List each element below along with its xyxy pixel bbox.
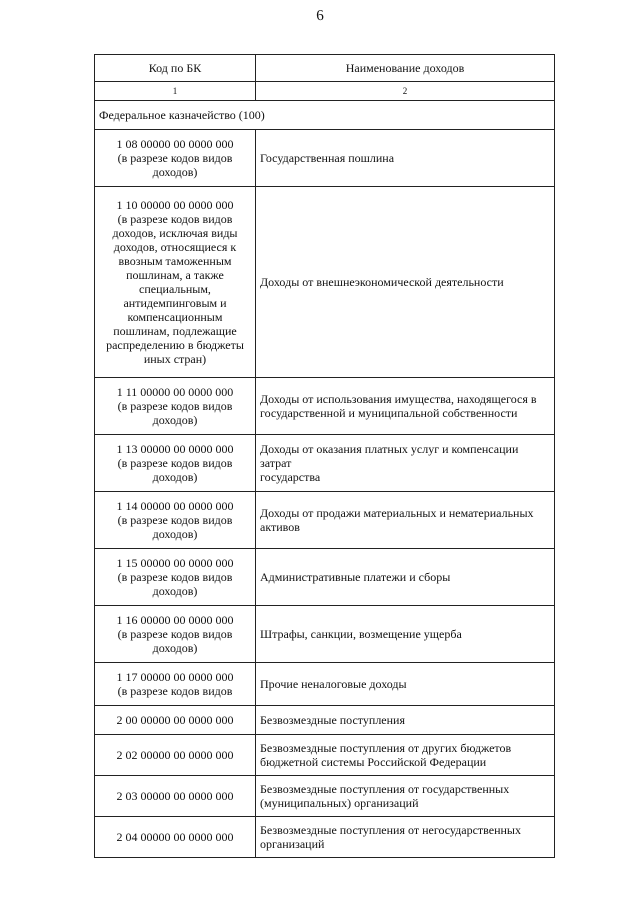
column-number-2: 2 bbox=[256, 82, 555, 101]
income-name-cell: Административные платежи и сборы bbox=[256, 549, 555, 606]
income-name-cell: Доходы от использования имущества, находящегося в государственной и муниципальной собственности bbox=[256, 378, 555, 435]
column-number-1: 1 bbox=[95, 82, 256, 101]
page-number: 6 bbox=[315, 7, 325, 25]
section-row bbox=[95, 101, 555, 130]
table-header-row bbox=[95, 55, 555, 82]
table-row bbox=[95, 606, 555, 663]
income-code-cell: 1 13 00000 00 0000 000 (в разрезе кодов видов доходов) bbox=[95, 435, 256, 492]
income-code-cell: 1 15 00000 00 0000 000 (в разрезе кодов видов доходов) bbox=[95, 549, 256, 606]
income-code-cell: 1 17 00000 00 0000 000 (в разрезе кодов видов bbox=[95, 663, 256, 706]
table-row bbox=[95, 549, 555, 606]
table-row bbox=[95, 776, 555, 817]
income-code-cell: 1 16 00000 00 0000 000 (в разрезе кодов видов доходов) bbox=[95, 606, 256, 663]
income-name-cell: Доходы от оказания платных услуг и компенсации затрат государства bbox=[256, 435, 555, 492]
column-number-row bbox=[95, 82, 555, 101]
income-code-cell: 2 04 00000 00 0000 000 bbox=[95, 817, 256, 858]
table-row bbox=[95, 706, 555, 735]
income-name-cell: Безвозмездные поступления от других бюджетов бюджетной системы Российской Федерации bbox=[256, 735, 555, 776]
income-code-cell: 1 10 00000 00 0000 000 (в разрезе кодов видов доходов, исключая виды доходов, относящиеся к ввозным таможенным пошлинам, а также специальным, антидемпинговым и компенсационным пошлинам, подлежащие распределению в бюджеты иных стран) bbox=[95, 187, 256, 378]
table-row bbox=[95, 663, 555, 706]
table-row bbox=[95, 492, 555, 549]
income-name-cell: Безвозмездные поступления bbox=[256, 706, 555, 735]
table-row bbox=[95, 435, 555, 492]
income-code-cell: 2 00 00000 00 0000 000 bbox=[95, 706, 256, 735]
income-name-cell: Государственная пошлина bbox=[256, 130, 555, 187]
income-code-cell: 2 03 00000 00 0000 000 bbox=[95, 776, 256, 817]
income-name-cell: Штрафы, санкции, возмещение ущерба bbox=[256, 606, 555, 663]
income-code-cell: 1 08 00000 00 0000 000 (в разрезе кодов видов доходов) bbox=[95, 130, 256, 187]
income-name-cell: Безвозмездные поступления от государственных (муниципальных) организаций bbox=[256, 776, 555, 817]
income-name-cell: Прочие неналоговые доходы bbox=[256, 663, 555, 706]
table-row bbox=[95, 378, 555, 435]
table-row bbox=[95, 130, 555, 187]
income-codes-table bbox=[94, 54, 555, 858]
income-name-cell: Доходы от продажи материальных и нематериальных активов bbox=[256, 492, 555, 549]
income-code-cell: 1 11 00000 00 0000 000 (в разрезе кодов видов доходов) bbox=[95, 378, 256, 435]
section-title: Федеральное казначейство (100) bbox=[95, 101, 555, 130]
income-name-cell: Безвозмездные поступления от негосударственных организаций bbox=[256, 817, 555, 858]
income-name-cell: Доходы от внешнеэкономической деятельности bbox=[256, 187, 555, 378]
table-row bbox=[95, 817, 555, 858]
table-row bbox=[95, 187, 555, 378]
header-name: Наименование доходов bbox=[256, 55, 555, 82]
income-code-cell: 2 02 00000 00 0000 000 bbox=[95, 735, 256, 776]
header-code: Код по БК bbox=[95, 55, 256, 82]
income-code-cell: 1 14 00000 00 0000 000 (в разрезе кодов видов доходов) bbox=[95, 492, 256, 549]
table-row bbox=[95, 735, 555, 776]
